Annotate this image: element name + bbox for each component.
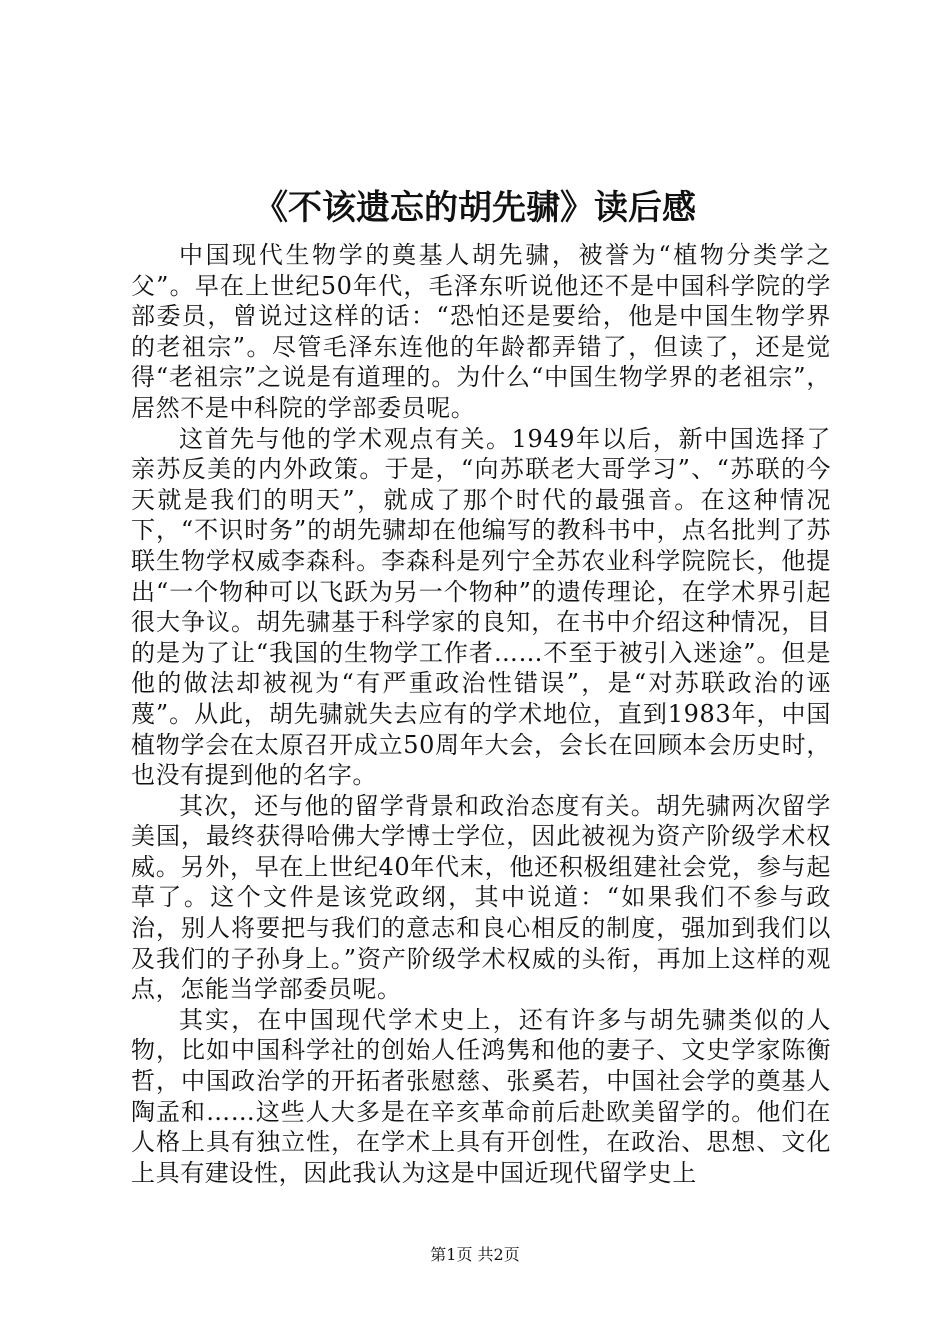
paragraph-3: 其次，还与他的留学背景和政治态度有关。胡先骕两次留学美国，最终获得哈佛大学博士学位，因此被视为资产阶级学术权威。另外，早在上世纪40年代末，他还积极组建社会党，参与起草了。这个文件是该党政纲，其中说道：“如果我们不参与政治，别人将要把与我们的意志和良心相反的制度，强加到我们以及我们的子孙身上。”资产阶级学术权威的头衔，再加上这样的观点，怎能当学部委员呢。 <box>131 791 831 1004</box>
paragraph-1: 中国现代生物学的奠基人胡先骕，被誉为“植物分类学之父”。早在上世纪50年代，毛泽东听说他还不是中国科学院的学部委员，曾说过这样的话：“恐怕还是要给，他是中国生物学界的老祖宗”。尽管毛泽东连他的年龄都弄错了，但读了，还是觉得“老祖宗”之说是有道理的。为什么“中国生物学界的老祖宗”，居然不是中科院的学部委员呢。 <box>131 241 831 422</box>
paragraph-4: 其实，在中国现代学术史上，还有许多与胡先骕类似的人物，比如中国科学社的创始人任鸿隽和他的妻子、文史学家陈衡哲，中国政治学的开拓者张慰慈、张奚若，中国社会学的奠基人陶孟和……这些人大多是在辛亥革命前后赴欧美留学的。他们在人格上具有独立性，在学术上具有开创性，在政治、思想、文化上具有建设性，因此我认为这是中国近现代留学史上 <box>131 1005 831 1187</box>
page-number-footer: 第1页 共2页 <box>430 1245 520 1264</box>
paragraph-2: 这首先与他的学术观点有关。1949年以后，新中国选择了亲苏反美的内外政策。于是，“向苏联老大哥学习”、“苏联的今天就是我们的明天”，就成了那个时代的最强音。在这种情况下，“不识时务”的胡先骕却在他编写的教科书中，点名批判了苏联生物学权威李森科。李森科是列宁全苏农业科学院院长，他提出“一个物种可以飞跃为另一个物种”的遗传理论，在学术界引起很大争议。胡先骕基于科学家的良知，在书中介绍这种情况，目的是为了让“我国的生物学工作者……不至于被引入迷途”。但是他的做法却被视为“有严重政治性错误”，是“对苏联政治的诬蔑”。从此，胡先骕就失去应有的学术地位，直到1983年，中国植物学会在太原召开成立50周年大会，会长在回顾本会历史时，也没有提到他的名字。 <box>131 424 831 790</box>
document-body <box>131 240 831 1188</box>
document-title: 《不该遗忘的胡先骕》读后感 <box>254 188 696 228</box>
